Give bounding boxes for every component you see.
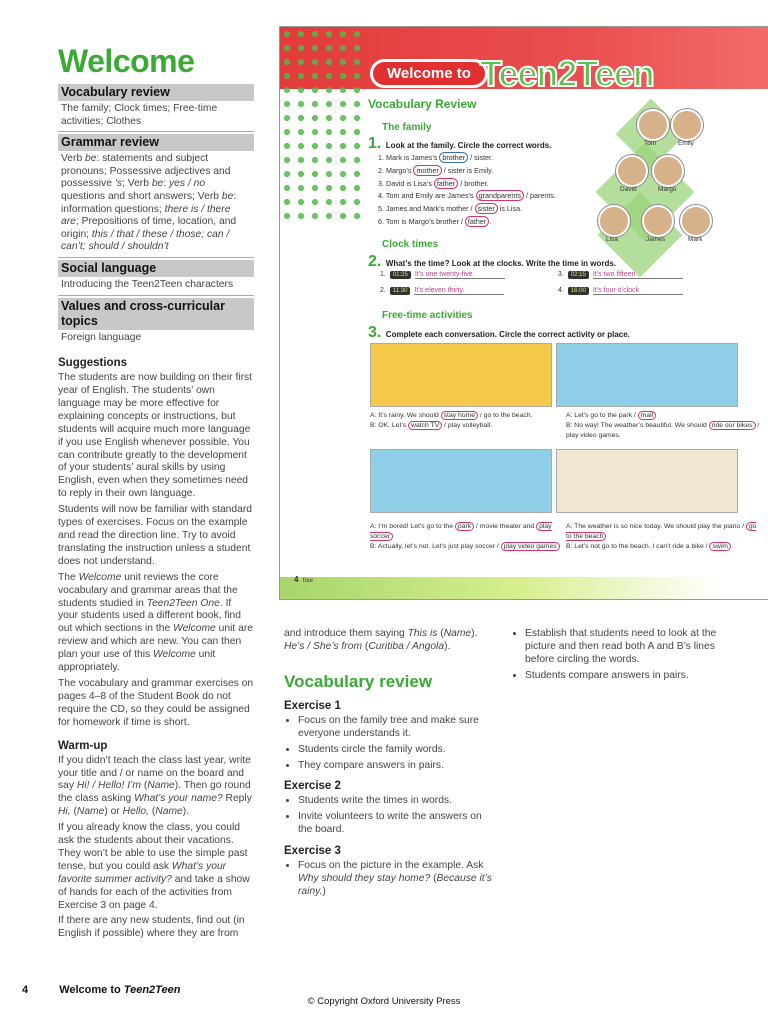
list-item: • Focus on the family tree and make sure everyone understands it. <box>298 715 496 741</box>
values-heading: Values and cross-curricular topics <box>58 298 254 330</box>
vocab-review-title: Vocabulary review <box>284 671 433 691</box>
suggestions-paragraph: The Welcome unit reviews the core vocabulary and grammar areas that the students studied in Teen2Teen One. If your students used a different book, find out which sections in the Welcome unit are review and which are new. You can then plan your use of this Welcome unit appropriately. <box>58 571 253 674</box>
warmup-paragraph: If you didn’t teach the class last year, write your title and / or name on the board and say Hi! / Hello! I’m (Name). Then go round the class asking What’s your name? Reply Hi, (Name) or Hello, (Name). <box>58 754 252 818</box>
social-language-body: Introducing the Teen2Teen characters <box>58 277 254 296</box>
welcome-to-label: Welcome to <box>370 59 488 88</box>
tree-name: Lisa <box>606 236 618 243</box>
notes-middle-column <box>284 628 496 902</box>
list-item: 2. Margo’s mother / sister is Emily. <box>378 165 494 175</box>
teacher-notes-column <box>58 42 254 944</box>
clock-item: 1. 01:25 It’s one twenty-five. <box>380 271 505 279</box>
book-page-number: 4 four <box>294 575 314 584</box>
intro-paragraph: and introduce them saying This is (Name). He’s / She’s from (Curitiba / Angola). <box>284 628 478 652</box>
avatar <box>671 109 703 141</box>
tree-name: David <box>620 186 637 193</box>
avatar <box>642 205 674 237</box>
exercise-number: 1. <box>368 135 382 152</box>
copyright-notice: © Copyright Oxford University Press <box>307 996 461 1007</box>
tree-name: Margo <box>658 186 677 193</box>
avatar <box>680 205 712 237</box>
avatar <box>598 205 630 237</box>
avatar <box>616 155 648 187</box>
dialog-1: A: It’s rainy. We should stay home / go to the beach. B: OK. Let’s watch TV / play volleyball. <box>370 412 533 429</box>
dialog-2: A: Let’s go to the park / mall B: No way! The weather’s beautiful. We should ride our bikes / play video games. <box>566 412 760 439</box>
warmup-paragraph: If you already know the class, you could ask the students about their vacations. They won’t be able to use the simple past tense, but you could ask What’s your favorite summer activity? and take a show of hands for each of the activities from Exercise 3 on page 4. <box>58 822 250 911</box>
clock-times-heading: Clock times <box>382 239 439 250</box>
list-item: 6. Tom is Margo’s brother / father . <box>378 216 492 226</box>
dialog-3: A: I’m bored! Let’s go to the park / movie theater and play soccer B: Actually, let’s not. Let’s just play soccer / play video games <box>370 522 560 552</box>
exercise-1-instruction <box>368 135 551 153</box>
tree-name: Tom <box>644 140 657 147</box>
footer-title: Welcome to Teen2Teen <box>59 984 181 996</box>
exercise-3-instruction: 3. Complete each conversation. Circle the correct activity or place. <box>368 324 630 341</box>
list-item: • Invite volunteers to write the answers on the board. <box>298 811 496 837</box>
tree-name: Mark <box>688 236 703 243</box>
list-item: • Focus on the picture in the example. Ask Why should they stay home? (Because it’s rainy.) <box>298 860 496 899</box>
exercise-heading: Exercise 3 <box>284 845 341 858</box>
scene-illustration <box>370 343 552 407</box>
scene-illustration <box>556 449 738 513</box>
page-footer-strip <box>280 577 768 599</box>
tree-name: Emily <box>678 140 694 147</box>
tree-name: James <box>646 236 666 243</box>
teen2teen-logo: Teen2Teen <box>480 53 654 94</box>
suggestions-paragraph: The students are now building on their first year of English. The students’ own language may be more effective for explaining concepts or instructions, but students will acquire much more language if you use English whenever possible. You can contribute greatly to the development of your students’ aural skills by using English, even when they sometimes need to reply in their own language. <box>58 372 253 500</box>
scene-illustration <box>556 343 738 407</box>
suggestions-paragraph: The vocabulary and grammar exercises on pages 4–8 of the Student Book do not require the CD, so they could be assigned for homework if time is short. <box>58 677 254 728</box>
footer-page-number: 4 <box>22 984 29 996</box>
exercise-3-continued-list <box>511 628 741 683</box>
list-item: • They compare answers in pairs. <box>298 760 496 773</box>
notes-right-column <box>511 628 741 686</box>
free-time-heading: Free-time activities <box>382 310 473 321</box>
exercise-heading: Exercise 2 <box>284 780 341 793</box>
exercise-heading: Exercise 1 <box>284 699 341 712</box>
vocab-review-heading: Vocabulary review <box>58 84 254 101</box>
suggestions-heading: Suggestions <box>58 357 128 370</box>
unit-title: Welcome <box>58 43 195 79</box>
clock-item: 3. 02:15 It’s two fifteen. <box>558 271 683 279</box>
list-item: 5. James and Mark’s mother / sister is Lisa. <box>378 204 523 214</box>
list-item: • Students write the times in words. <box>298 795 496 808</box>
avatar <box>652 155 684 187</box>
family-heading: The family <box>382 122 432 133</box>
list-item: • Students compare answers in pairs. <box>525 670 741 683</box>
exercise-3-list <box>284 860 496 899</box>
page-footer <box>22 984 180 996</box>
list-item: 4. Tom and Emily are James’s grandparents / parents. <box>378 191 556 201</box>
exercise-1-list <box>284 715 496 773</box>
exercise-2-list <box>284 795 496 837</box>
instruction-text: Look at the family. Circle the correct words. <box>385 141 552 150</box>
warmup-paragraph: If there are any new students, find out (in English if possible) where they are from <box>58 915 245 940</box>
dialog-4: A: The weather is so nice today. We should play the piano / go to the beach B: Let’s not go to the beach. I can’t ride a bike / swim <box>566 523 757 550</box>
list-item: 1. Mark is James’s brother / sister. <box>378 153 493 162</box>
list-item: • Students circle the family words. <box>298 744 496 757</box>
grammar-review-heading: Grammar review <box>58 134 254 151</box>
values-body: Foreign language <box>61 331 142 343</box>
list-item: 3. David is Lisa’s father / brother. <box>378 178 489 188</box>
exercise-2-instruction: 2. What’s the time? Look at the clocks. Write the time in words. <box>368 253 617 270</box>
family-list <box>378 152 556 229</box>
student-book-page <box>279 26 768 600</box>
decorative-dots <box>280 27 360 227</box>
clock-item: 2. 11:30 It’s eleven thirty. <box>380 287 504 295</box>
clock-item: 4. 16:00 It’s four o’clock. <box>558 287 683 295</box>
scene-illustration <box>370 449 552 513</box>
list-item: • Establish that students need to look at the picture and then read both A and B’s lines before circling the words. <box>525 628 741 667</box>
avatar <box>637 109 669 141</box>
social-language-heading: Social language <box>58 260 254 277</box>
suggestions-paragraph: Students will now be familiar with standard types of exercises. Focus on the example and read the direction line. Try to avoid translating the instruction unless a student does not understand. <box>58 504 253 567</box>
warmup-heading: Warm-up <box>58 739 108 752</box>
vocab-review-title: Vocabulary Review <box>368 97 477 111</box>
grammar-review-body: Verb be: statements and subject pronouns; Possessive adjectives and possessive ’s; Verb be: yes / no questions and short answers; Verb be: information questions; there is / there are; Prepositions of time, location, and origin; this / that / these / those; can / can’t; should / shouldn’t <box>58 151 254 258</box>
vocab-review-body: The family; Clock times; Free-time activities; Clothes <box>58 101 254 132</box>
